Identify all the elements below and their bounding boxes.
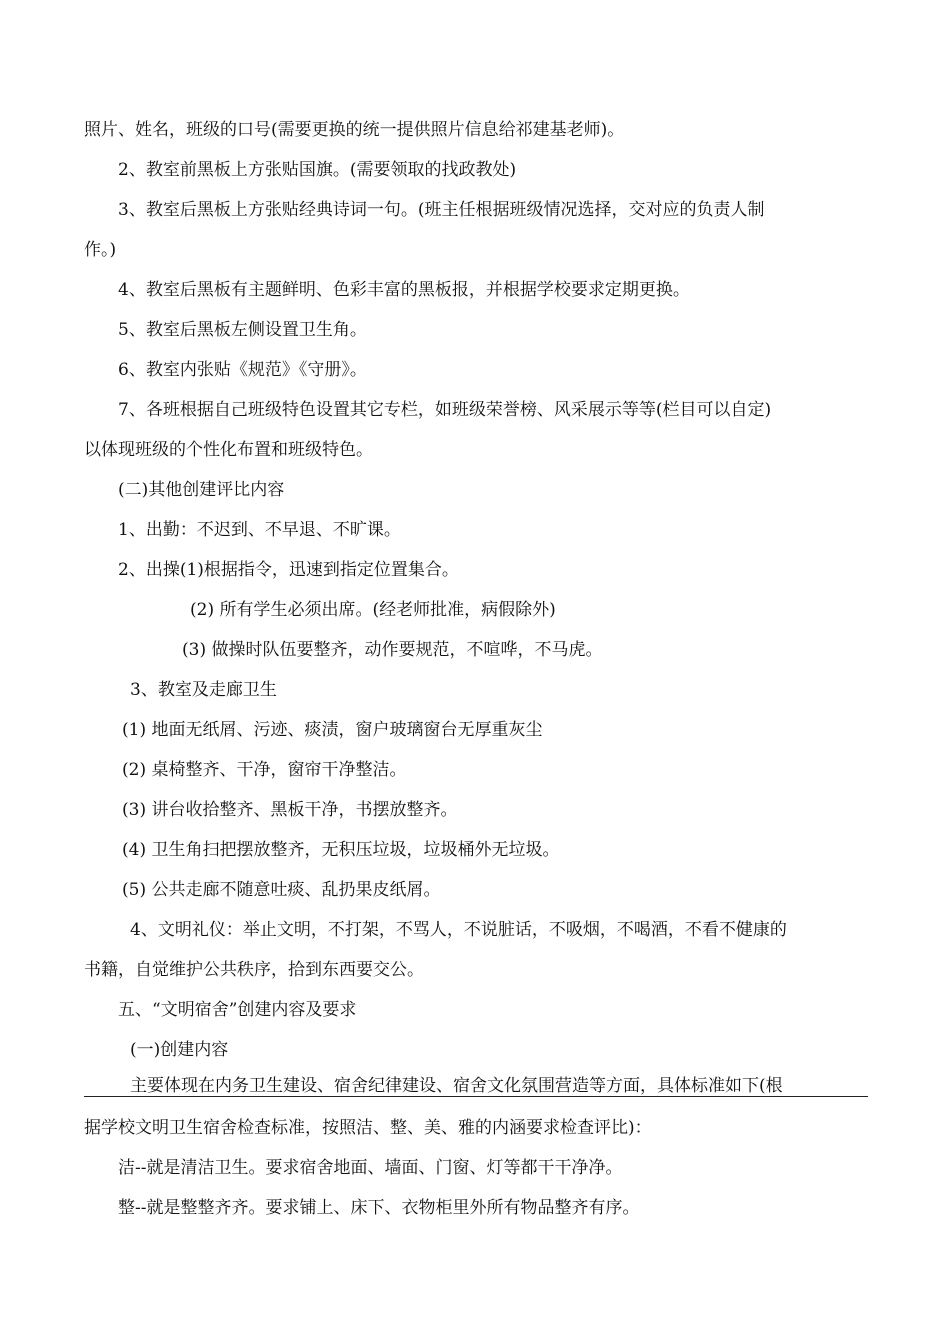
paragraph-line: 书籍，自觉维护公共秩序，拾到东西要交公。	[84, 960, 424, 980]
sub-list-item: (2) 所有学生必须出席。(经老师批准，病假除外)	[190, 600, 556, 620]
paragraph-line: 洁--就是清洁卫生。要求宿舍地面、墙面、门窗、灯等都干干净净。	[118, 1158, 623, 1178]
list-item: 7、各班根据自己班级特色设置其它专栏，如班级荣誉榜、风采展示等等(栏目可以自定)	[118, 400, 772, 420]
subsection-heading: (一)创建内容	[130, 1040, 229, 1060]
list-item: 4、教室后黑板有主题鲜明、色彩丰富的黑板报，并根据学校要求定期更换。	[118, 280, 690, 300]
paragraph-line: 作。)	[84, 240, 117, 260]
list-item: 4、文明礼仪：举止文明，不打架，不骂人，不说脏话，不吸烟，不喝酒，不看不健康的	[130, 920, 787, 940]
sub-list-item: (3) 做操时队伍要整齐，动作要规范，不喧哗，不马虎。	[182, 640, 603, 660]
sub-list-item: (4) 卫生角扫把摆放整齐，无积压垃圾，垃圾桶外无垃圾。	[122, 840, 560, 860]
horizontal-rule	[84, 1096, 868, 1097]
paragraph-line: 整--就是整整齐齐。要求铺上、床下、衣物柜里外所有物品整齐有序。	[118, 1198, 640, 1218]
list-item: 3、教室及走廊卫生	[130, 680, 277, 700]
sub-list-item: (5) 公共走廊不随意吐痰、乱扔果皮纸屑。	[122, 880, 441, 900]
sub-list-item: (2) 桌椅整齐、干净，窗帘干净整洁。	[122, 760, 407, 780]
paragraph-line: 以体现班级的个性化布置和班级特色。	[84, 440, 373, 460]
list-item: 2、出操(1)根据指令，迅速到指定位置集合。	[118, 560, 459, 580]
paragraph-line: 照片、姓名，班级的口号(需要更换的统一提供照片信息给祁建基老师)。	[84, 120, 625, 140]
section-heading: 五、“文明宿舍”创建内容及要求	[118, 1000, 357, 1020]
sub-list-item: (3) 讲台收拾整齐、黑板干净，书摆放整齐。	[122, 800, 458, 820]
sub-list-item: (1) 地面无纸屑、污迹、痰渍，窗户玻璃窗台无厚重灰尘	[122, 720, 543, 740]
list-item: 2、教室前黑板上方张贴国旗。(需要领取的找政教处)	[118, 160, 517, 180]
paragraph-line: 据学校文明卫生宿舍检查标准，按照洁、整、美、雅的内涵要求检查评比)：	[84, 1118, 652, 1138]
list-item: 3、教室后黑板上方张贴经典诗词一句。(班主任根据班级情况选择，交对应的负责人制	[118, 200, 765, 220]
list-item: 1、出勤：不迟到、不早退、不旷课。	[118, 520, 401, 540]
list-item: 6、教室内张贴《规范》《守册》。	[118, 360, 367, 380]
section-heading: (二)其他创建评比内容	[118, 480, 285, 500]
list-item: 5、教室后黑板左侧设置卫生角。	[118, 320, 367, 340]
paragraph-line: 主要体现在内务卫生建设、宿舍纪律建设、宿舍文化氛围营造等方面，具体标准如下(根	[130, 1076, 783, 1096]
